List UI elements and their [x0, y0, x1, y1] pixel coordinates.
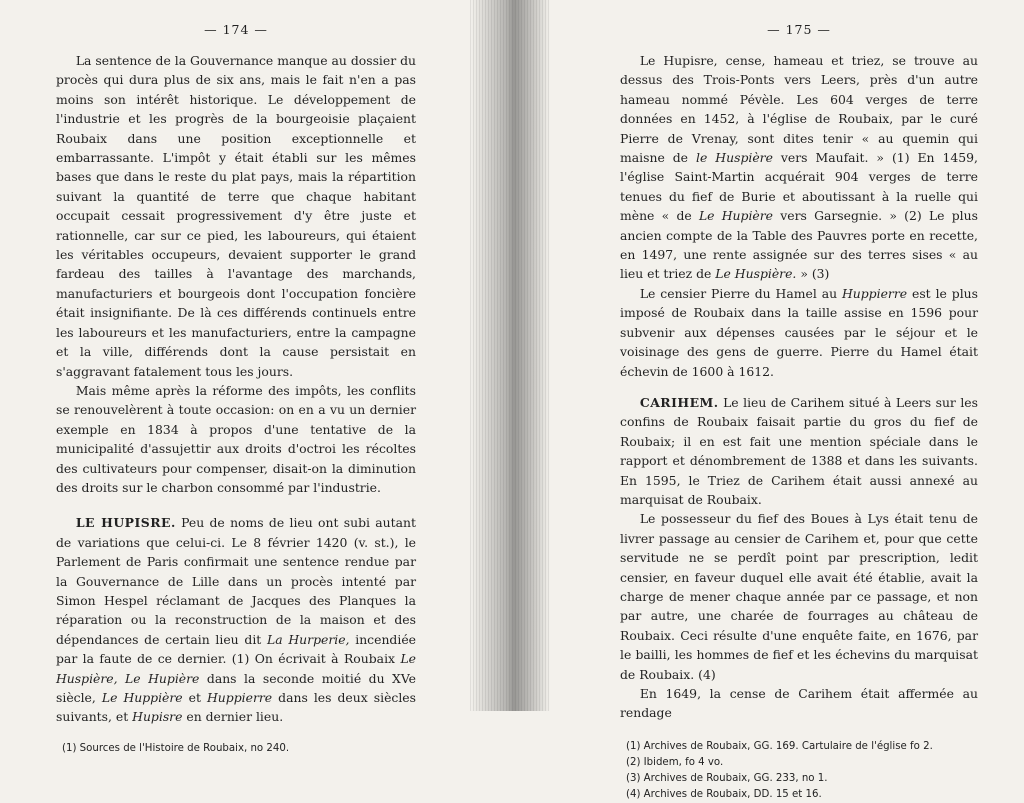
- section-italic: La Hurperie,: [267, 631, 350, 647]
- right-page-number: — 175 —: [767, 22, 831, 37]
- right-footnotes: [620, 739, 978, 803]
- right-paragraph-4: En 1649, la cense de Carihem était affermée au rendage: [620, 686, 978, 721]
- section-italic: Hupisre: [132, 709, 183, 725]
- right-page: [620, 0, 978, 800]
- paragraph-italic: Le Hupière: [698, 208, 773, 224]
- left-paragraph-2: Mais même après la réforme des impôts, les conflits se renouvelèrent à toute occasion: on en a vu un dernier exemple en 1834 à propos d'une tentative de la municipalité d'assujettir aux droits d'octroi les récoltes des cultivateurs pour compenser, disait-on la diminution des droits sur le charbon consommé par l'industrie.: [56, 382, 416, 495]
- section-text: et: [182, 690, 207, 705]
- right-paragraph-1: [620, 51, 978, 284]
- left-page-number: — 174 —: [204, 22, 268, 37]
- book-gutter: [470, 0, 550, 711]
- paragraph-italic: le Huspière: [696, 150, 773, 166]
- section-heading: CARIHEM.: [639, 394, 719, 410]
- section-text: dans la seconde moitié du XVe siècle,: [56, 670, 417, 705]
- section-text: Peu de noms de lieu ont subi autant de variations que celui-ci. Le 8 février 1420 (v. st.), le Parlement de Paris confirmait une sentence rendue par la Gouvernance de Lille dans un procès intenté par Simon Hespel réclamant de Jacques des Planques la réparation ou la reconstruction de la maison et des dépendances de certain lieu dit: [56, 515, 416, 647]
- footnote: (1) Sources de l'Histoire de Roubaix, no 240.: [62, 742, 290, 754]
- section-le-hupisre: [56, 513, 416, 726]
- footnote: (3) Archives de Roubaix, GG. 233, no 1.: [626, 772, 828, 784]
- section-text: Le lieu de Carihem situé à Leers sur les confins de Roubaix faisait partie du gros du fief de Roubaix; il en est fait une mention spéciale dans le rapport et dénombrement de 1388 et dans les suivants. En 1595, le Triez de Carihem était aussi annexé au marquisat de Roubaix.: [620, 394, 978, 507]
- section-italic: Le Huspière, Le Hupière: [56, 651, 416, 686]
- right-paragraph-3: Le possesseur du fief des Boues à Lys était tenu de livrer passage au censier de Carihem et, pour que cette servitude ne se perdît point par prescription, ledit censier, en faveur duquel elle avait été établie, avait la charge de mener chaque année par ce passage, et non par autre, une charée de fourrages au château de Roubaix. Ceci résulte d'une enquête faite, en 1676, par le bailli, les hommes de fief et les échevins du marquisat de Roubaix. (4): [620, 511, 978, 682]
- footnote: (4) Archives de Roubaix, DD. 15 et 16.: [626, 788, 822, 800]
- footnote: (1) Archives de Roubaix, GG. 169. Cartulaire de l'église fo 2.: [626, 740, 933, 752]
- paragraph-text: » (3): [796, 266, 830, 282]
- right-paragraph-2: [620, 284, 978, 381]
- section-carihem: [620, 393, 978, 509]
- paragraph-text: vers Maufait. » (1) En 1459, l'église Saint-Martin acquérait 904 verges de terre tenues du fief de Burie et aboutissant à la ruelle qui mène « de: [620, 150, 978, 224]
- section-italic: Le Huppière: [101, 690, 183, 705]
- left-page: [56, 0, 417, 754]
- paragraph-italic: Huppierre: [841, 285, 908, 301]
- paragraph-text: vers Garsegnie. » (2) Le plus ancien compte de la Table des Pauvres porte en recette, en 1497, une rente assignée sur des terres sises « au lieu et triez de: [620, 208, 978, 282]
- left-paragraph-1: La sentence de la Gouvernance manque au dossier du procès qui dura plus de six ans, mais le fait n'en a pas moins son intérêt historique. Le développement de l'industrie et les progrès de la bourgeoisie plaçaient Roubaix dans une position exceptionnelle et embarrassante. L'impôt y était établi sur les mêmes bases que dans le reste du plat pays, mais la répartition suivant la quantité de terre que chaque habitant occupait cessait progressivement d'y être juste et rationnelle, car sur ce pied, les laboureurs, qui étaient les véritables occupeurs, devaient supporter le grand fardeau des tailles à l'avantage des marchands, manufacturiers et bourgeois dont l'occupation foncière était insignifiante. De là ces différends continuels entre les laboureurs et les manufacturiers, entre la campagne et la ville, différends dont la cause persistait en s'aggravant fatalement tous les jours.: [56, 53, 416, 379]
- footnote: (2) Ibidem, fo 4 vo.: [626, 756, 724, 768]
- section-heading: LE HUPISRE.: [75, 515, 176, 531]
- paragraph-text: est le plus imposé de Roubaix dans la taille assise en 1596 pour subvenir aux dépenses causées par le séjour et le voisinage des gens de guerre. Pierre du Hamel était échevin de 1600 à 1612.: [620, 285, 978, 379]
- left-footnotes: [56, 741, 416, 757]
- section-text: en dernier lieu.: [182, 709, 284, 725]
- section-italic: Huppierre: [207, 690, 273, 705]
- paragraph-text: Le censier Pierre du Hamel au: [639, 285, 842, 301]
- paragraph-text: Le Hupisre, cense, hameau et triez, se trouve au dessus des Trois-Ponts vers Leers, près d'un autre hameau nommé Pévèle. Les 604 verges de terre données en 1452, à l'église de Roubaix, par le curé Pierre de Vrenay, sont dites tenir « au quemin qui maisne de: [620, 53, 978, 166]
- section-text: dans les deux siècles suivants, et: [56, 690, 416, 725]
- paragraph-italic: Le Huspière.: [715, 266, 797, 282]
- section-text: incendiée par la faute de ce dernier. (1) On écrivait à Roubaix: [56, 631, 416, 667]
